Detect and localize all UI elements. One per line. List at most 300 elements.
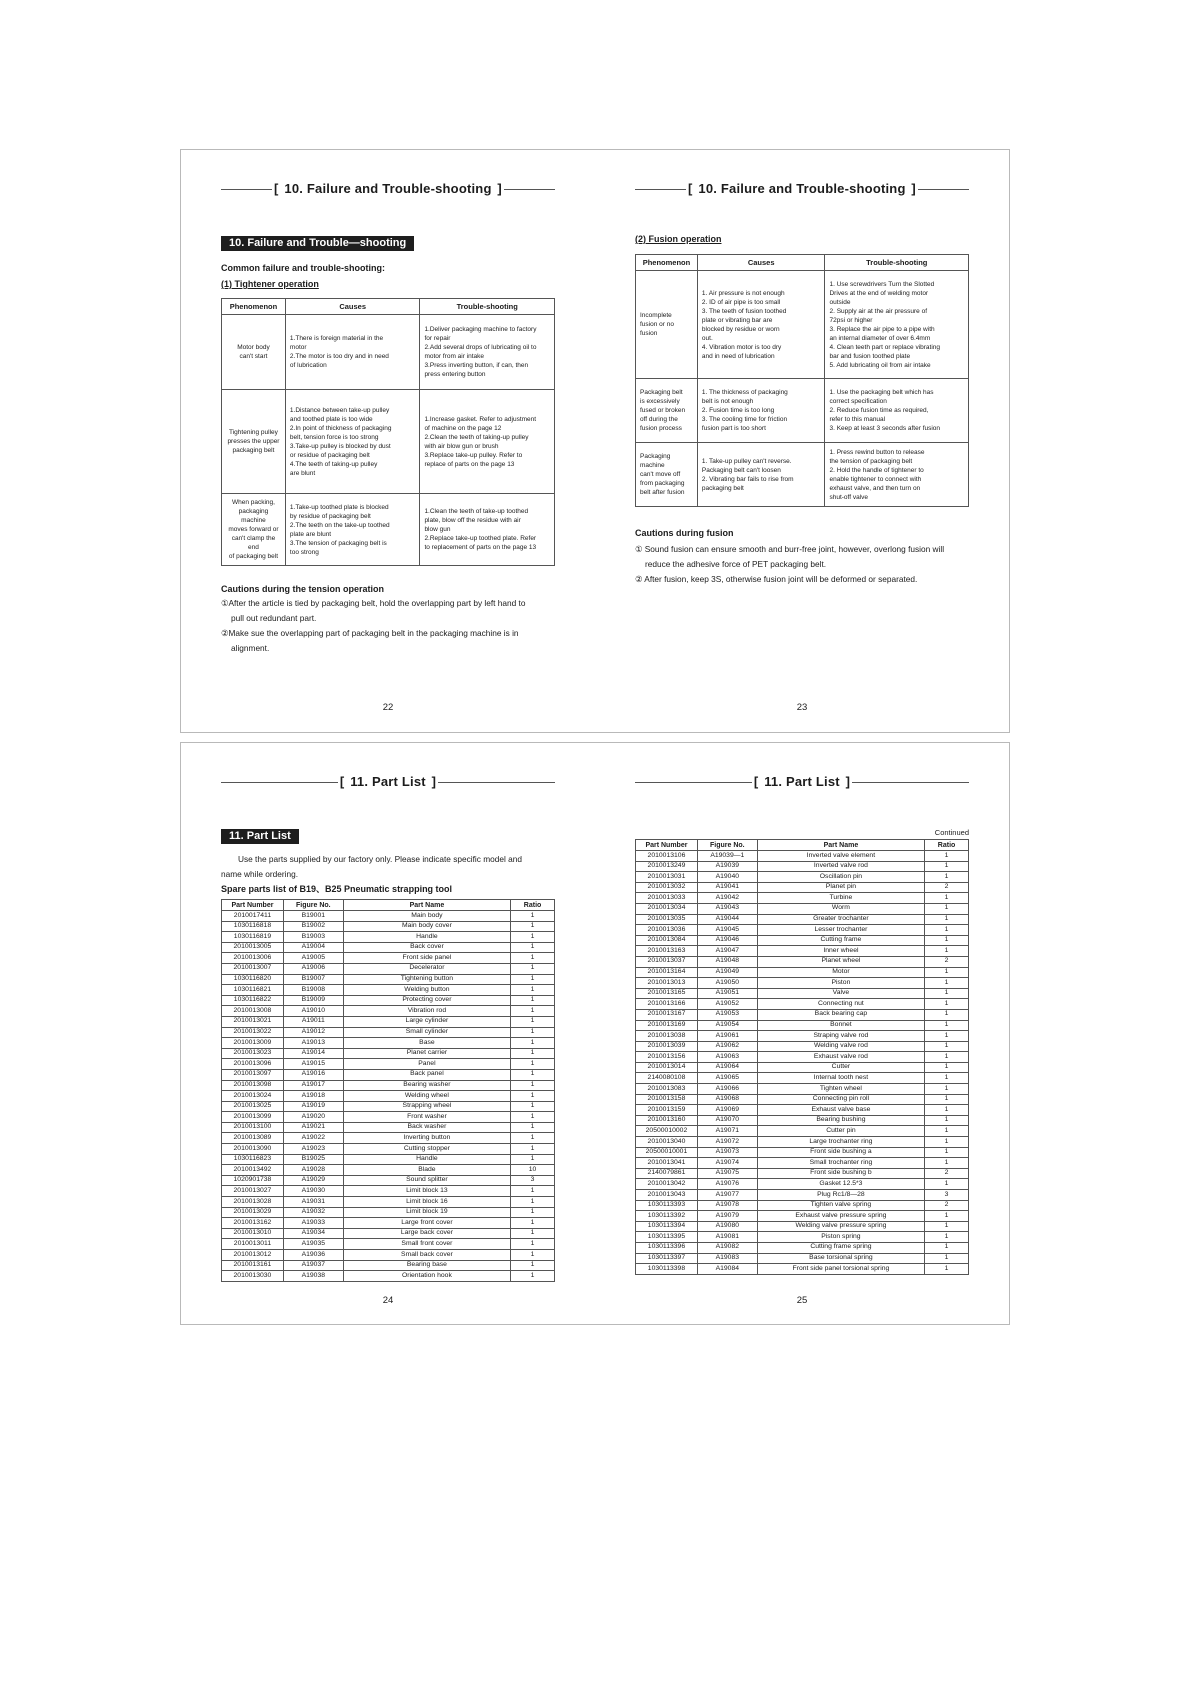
figure-number-cell: A19019 (283, 1101, 343, 1112)
causes-cell: 1.There is foreign material in the motor 2.The motor is too dry and in need of lubrication (285, 315, 420, 390)
part-number-cell: 2010013037 (636, 956, 698, 967)
ratio-cell: 1 (925, 1179, 969, 1190)
figure-number-cell: A19028 (283, 1165, 343, 1176)
part-number-cell: 2010013013 (636, 978, 698, 989)
table-row (222, 1186, 555, 1197)
figure-number-cell: A19029 (283, 1175, 343, 1186)
figure-number-cell: A19078 (697, 1200, 757, 1211)
page-number: 24 (382, 1295, 394, 1306)
part-name-cell: Internal tooth nest (757, 1073, 924, 1084)
ratio-cell: 1 (511, 1260, 555, 1271)
ratio-cell: 2 (925, 1200, 969, 1211)
part-number-cell: 2010013097 (222, 1069, 284, 1080)
part-name-cell: Limit block 16 (343, 1197, 510, 1208)
phenomenon-cell: Tightening pulley presses the upper packaging belt (222, 390, 286, 494)
ratio-cell: 1 (925, 988, 969, 999)
part-name-cell: Front side bushing b (757, 1168, 924, 1179)
part-name-cell: Oscillation pin (757, 872, 924, 883)
table-row (222, 942, 555, 953)
table-row (222, 1101, 555, 1112)
part-name-cell: Back washer (343, 1122, 510, 1133)
figure-number-cell: A19044 (697, 914, 757, 925)
table-row (636, 851, 969, 862)
manual-spread-pages-22-23 (180, 149, 1010, 733)
figure-number-cell: A19039 (697, 861, 757, 872)
part-name-cell: Planet pin (757, 882, 924, 893)
table-row (636, 925, 969, 936)
part-number-cell: 2140079861 (636, 1168, 698, 1179)
ratio-cell: 1 (511, 1144, 555, 1155)
part-name-cell: Inverting button (343, 1133, 510, 1144)
column-header: Phenomenon (636, 255, 698, 271)
part-name-cell: Cutting frame spring (757, 1242, 924, 1253)
table-row (222, 1144, 555, 1155)
part-name-cell: Back panel (343, 1069, 510, 1080)
ratio-cell: 1 (925, 1062, 969, 1073)
part-name-cell: Handle (343, 932, 510, 943)
part-number-cell: 2010013159 (636, 1105, 698, 1116)
table-row (636, 1062, 969, 1073)
part-name-cell: Back bearing cap (757, 1009, 924, 1020)
figure-number-cell: A19049 (697, 967, 757, 978)
table-row (222, 1133, 555, 1144)
figure-number-cell: A19035 (283, 1239, 343, 1250)
page-number: 22 (382, 702, 394, 713)
ratio-cell: 1 (925, 925, 969, 936)
figure-number-cell: A19004 (283, 942, 343, 953)
part-number-cell: 2010013012 (222, 1250, 284, 1261)
part-name-cell: Greater trochanter (757, 914, 924, 925)
causes-cell: 1.Take-up toothed plate is blocked by residue of packaging belt 2.The teeth on the take-up toothed plate are blunt 3.The tension of packaging belt is too strong (285, 494, 420, 566)
part-number-cell: 2010013036 (636, 925, 698, 936)
table-row (636, 935, 969, 946)
figure-number-cell: A19062 (697, 1041, 757, 1052)
ratio-cell: 1 (925, 851, 969, 862)
table-header-row (636, 840, 969, 851)
figure-number-cell: A19061 (697, 1031, 757, 1042)
figure-number-cell: A19072 (697, 1137, 757, 1148)
table-row (636, 1115, 969, 1126)
table-row (222, 1239, 555, 1250)
ratio-cell: 1 (925, 1253, 969, 1264)
ratio-cell: 1 (511, 1228, 555, 1239)
ratio-cell: 1 (925, 1232, 969, 1243)
column-header: Part Name (343, 900, 510, 911)
table-row (222, 1048, 555, 1059)
figure-number-cell: A19017 (283, 1080, 343, 1091)
part-name-cell: Cutter pin (757, 1126, 924, 1137)
part-name-cell: Plug Rc1/8—28 (757, 1190, 924, 1201)
figure-number-cell: A19076 (697, 1179, 757, 1190)
ratio-cell: 1 (511, 1239, 555, 1250)
ratio-cell: 1 (511, 1027, 555, 1038)
part-name-cell: Planet carrier (343, 1048, 510, 1059)
figure-number-cell: A19071 (697, 1126, 757, 1137)
part-number-cell: 2010013009 (222, 1038, 284, 1049)
ratio-cell: 1 (925, 1115, 969, 1126)
ratio-cell: 1 (511, 1154, 555, 1165)
part-name-cell: Tighten wheel (757, 1084, 924, 1095)
manual-spread-pages-24-25 (180, 742, 1010, 1325)
part-number-cell: 1030113396 (636, 1242, 698, 1253)
page-number: 25 (796, 1295, 808, 1306)
ratio-cell: 1 (511, 1069, 555, 1080)
column-header: Trouble-shooting (420, 299, 555, 315)
table-row (636, 903, 969, 914)
ratio-cell: 1 (925, 1105, 969, 1116)
part-number-cell: 2010013025 (222, 1101, 284, 1112)
part-name-cell: Exhaust valve pressure spring (757, 1211, 924, 1222)
ratio-cell: 2 (925, 956, 969, 967)
table-row (636, 988, 969, 999)
fix-cell: 1. Press rewind button to release the tension of packaging belt 2. Hold the handle of tightener to enable tightener to connect with exhaust valve, and then turn on shut-off valve (825, 443, 969, 507)
part-number-cell: 20500010002 (636, 1126, 698, 1137)
part-name-cell: Connecting nut (757, 999, 924, 1010)
figure-number-cell: A19063 (697, 1052, 757, 1063)
table-row (222, 932, 555, 943)
figure-number-cell: A19052 (697, 999, 757, 1010)
ratio-cell: 1 (925, 893, 969, 904)
part-name-cell: Inverted valve rod (757, 861, 924, 872)
ratio-cell: 1 (925, 1137, 969, 1148)
phenomenon-cell: Motor body can't start (222, 315, 286, 390)
part-name-cell: Large trochanter ring (757, 1137, 924, 1148)
table-row (636, 1190, 969, 1201)
part-name-cell: Panel (343, 1059, 510, 1070)
figure-number-cell: A19039—1 (697, 851, 757, 862)
figure-number-cell: B19007 (283, 974, 343, 985)
caution-item: ①After the article is tied by packaging belt, hold the overlapping part by left hand to (221, 598, 526, 608)
table-row (222, 1016, 555, 1027)
part-number-cell: 2010013040 (636, 1137, 698, 1148)
causes-cell: 1. Take-up pulley can't reverse. Packaging belt can't loosen 2. Vibrating bar fails to rise from packaging belt (697, 443, 825, 507)
part-name-cell: Welding valve pressure spring (757, 1221, 924, 1232)
part-number-cell: 20500010001 (636, 1147, 698, 1158)
cautions-heading: Cautions during the tension operation (221, 584, 384, 594)
part-name-cell: Welding valve rod (757, 1041, 924, 1052)
figure-number-cell: A19043 (697, 903, 757, 914)
figure-number-cell: A19014 (283, 1048, 343, 1059)
ratio-cell: 1 (511, 1048, 555, 1059)
section-title: 10. Failure and Trouble—shooting (221, 236, 414, 251)
header-title: 10. Failure and Trouble-shooting (698, 181, 906, 196)
part-name-cell: Connecting pin roll (757, 1094, 924, 1105)
ratio-cell: 1 (511, 1059, 555, 1070)
part-name-cell: Exhaust valve base (757, 1105, 924, 1116)
figure-number-cell: A19073 (697, 1147, 757, 1158)
ratio-cell: 1 (925, 1031, 969, 1042)
part-number-cell: 2140080108 (636, 1073, 698, 1084)
figure-number-cell: A19068 (697, 1094, 757, 1105)
part-number-cell: 2010013023 (222, 1048, 284, 1059)
table-row (636, 1009, 969, 1020)
figure-number-cell: A19010 (283, 1006, 343, 1017)
part-name-cell: Front side panel (343, 953, 510, 964)
ratio-cell: 1 (925, 1264, 969, 1275)
part-number-cell: 1030116823 (222, 1154, 284, 1165)
table-row (636, 1168, 969, 1179)
ratio-cell: 1 (925, 1052, 969, 1063)
figure-number-cell: B19009 (283, 995, 343, 1006)
column-header: Figure No. (697, 840, 757, 851)
figure-number-cell: A19069 (697, 1105, 757, 1116)
ratio-cell: 1 (511, 985, 555, 996)
table-row (222, 953, 555, 964)
part-number-cell: 2010013089 (222, 1133, 284, 1144)
table-row (222, 963, 555, 974)
ratio-cell: 1 (511, 1186, 555, 1197)
table-row (222, 1154, 555, 1165)
caution-item-continued: alignment. (231, 643, 270, 653)
part-number-cell: 2010013022 (222, 1027, 284, 1038)
figure-number-cell: A19070 (697, 1115, 757, 1126)
figure-number-cell: A19021 (283, 1122, 343, 1133)
table-row (222, 1069, 555, 1080)
part-name-cell: Gasket 12.5*3 (757, 1179, 924, 1190)
causes-cell: 1. The thickness of packaging belt is not enough 2. Fusion time is too long 3. The cooling time for friction fusion part is too short (697, 379, 825, 443)
table-row (636, 956, 969, 967)
tightener-troubleshooting-table (221, 298, 555, 566)
page-header: [ 11. Part List ] (221, 773, 555, 791)
part-name-cell: Small front cover (343, 1239, 510, 1250)
part-name-cell: Large back cover (343, 1228, 510, 1239)
part-name-cell: Bonnet (757, 1020, 924, 1031)
ratio-cell: 1 (511, 1038, 555, 1049)
table-row (636, 1105, 969, 1116)
figure-number-cell: A19022 (283, 1133, 343, 1144)
ratio-cell: 1 (511, 1133, 555, 1144)
ratio-cell: 1 (925, 903, 969, 914)
figure-number-cell: A19077 (697, 1190, 757, 1201)
table-row (636, 1020, 969, 1031)
part-number-cell: 2010013005 (222, 942, 284, 953)
ratio-cell: 1 (511, 921, 555, 932)
ratio-cell: 1 (511, 1218, 555, 1229)
part-number-cell: 2010013084 (636, 935, 698, 946)
figure-number-cell: A19013 (283, 1038, 343, 1049)
table-row (222, 911, 555, 922)
figure-number-cell: A19050 (697, 978, 757, 989)
part-number-cell: 2010013158 (636, 1094, 698, 1105)
figure-number-cell: A19040 (697, 872, 757, 883)
ratio-cell: 1 (511, 1112, 555, 1123)
ratio-cell: 1 (511, 1271, 555, 1282)
column-header: Trouble-shooting (825, 255, 969, 271)
part-name-cell: Inner wheel (757, 946, 924, 957)
figure-number-cell: A19016 (283, 1069, 343, 1080)
page-24 (221, 743, 555, 1324)
ratio-cell: 1 (511, 942, 555, 953)
ratio-cell: 1 (511, 1091, 555, 1102)
ratio-cell: 1 (511, 995, 555, 1006)
figure-number-cell: A19046 (697, 935, 757, 946)
part-number-cell: 2010013008 (222, 1006, 284, 1017)
part-name-cell: Main body (343, 911, 510, 922)
page-25 (635, 743, 969, 1324)
table-row (222, 315, 555, 390)
part-name-cell: Bearing base (343, 1260, 510, 1271)
figure-number-cell: B19025 (283, 1154, 343, 1165)
ratio-cell: 1 (925, 999, 969, 1010)
table-row (222, 1038, 555, 1049)
part-name-cell: Front side panel torsional spring (757, 1264, 924, 1275)
part-number-cell: 2010013162 (222, 1218, 284, 1229)
table-row (636, 379, 969, 443)
part-number-cell: 2010013038 (636, 1031, 698, 1042)
ratio-cell: 1 (925, 978, 969, 989)
table-row (222, 921, 555, 932)
figure-number-cell: A19041 (697, 882, 757, 893)
figure-number-cell: A19083 (697, 1253, 757, 1264)
part-name-cell: Small back cover (343, 1250, 510, 1261)
part-number-cell: 2010013033 (636, 893, 698, 904)
part-name-cell: Front side bushing a (757, 1147, 924, 1158)
ratio-cell: 1 (511, 1122, 555, 1133)
table-row (636, 872, 969, 883)
ratio-cell: 1 (511, 974, 555, 985)
ratio-cell: 1 (511, 1250, 555, 1261)
table-row (222, 1260, 555, 1271)
caution-item: ②Make sue the overlapping part of packaging belt in the packaging machine is in (221, 628, 519, 638)
part-name-cell: Main body cover (343, 921, 510, 932)
part-name-cell: Piston spring (757, 1232, 924, 1243)
part-number-cell: 1030116822 (222, 995, 284, 1006)
table-row (636, 1179, 969, 1190)
table-row (636, 271, 969, 379)
table-row (636, 946, 969, 957)
table-row (636, 1041, 969, 1052)
part-name-cell: Cutting frame (757, 935, 924, 946)
cautions-heading: Cautions during fusion (635, 528, 734, 538)
causes-cell: 1. Air pressure is not enough 2. ID of air pipe is too small 3. The teeth of fusion toothed plate or vibrating bar are blocked by residue or worn out. 4. Vibration motor is too dry and in need of lubrication (697, 271, 825, 379)
table-row (636, 1232, 969, 1243)
table-row (636, 1158, 969, 1169)
table-row (636, 1031, 969, 1042)
table-row (222, 1165, 555, 1176)
intro-line: Use the parts supplied by our factory only. Please indicate specific model and (238, 854, 522, 864)
part-name-cell: Limit block 19 (343, 1207, 510, 1218)
fix-cell: 1. Use the packaging belt which has correct specification 2. Reduce fusion time as required, refer to this manual 3. Keep at least 3 seconds after fusion (825, 379, 969, 443)
part-name-cell: Front washer (343, 1112, 510, 1123)
part-name-cell: Orientation hook (343, 1271, 510, 1282)
caution-item-continued: reduce the adhesive force of PET packaging belt. (645, 559, 827, 569)
ratio-cell: 1 (925, 1221, 969, 1232)
table-row (222, 995, 555, 1006)
part-number-cell: 2010013027 (222, 1186, 284, 1197)
figure-number-cell: A19081 (697, 1232, 757, 1243)
ratio-cell: 10 (511, 1165, 555, 1176)
part-name-cell: Tightening button (343, 974, 510, 985)
part-number-cell: 2010013032 (636, 882, 698, 893)
part-number-cell: 2010013249 (636, 861, 698, 872)
ratio-cell: 1 (925, 946, 969, 957)
part-number-cell: 1030113397 (636, 1253, 698, 1264)
intro-line-continued: name while ordering. (221, 869, 299, 879)
figure-number-cell: A19074 (697, 1158, 757, 1169)
part-number-cell: 2010013007 (222, 963, 284, 974)
ratio-cell: 3 (925, 1190, 969, 1201)
ratio-cell: 1 (511, 1207, 555, 1218)
parts-rows (636, 851, 969, 1275)
part-number-cell: 2010013163 (636, 946, 698, 957)
figure-number-cell: A19037 (283, 1260, 343, 1271)
ratio-cell: 1 (925, 1009, 969, 1020)
part-name-cell: Cutter (757, 1062, 924, 1073)
table-row (222, 1112, 555, 1123)
table-row (636, 978, 969, 989)
ratio-cell: 1 (511, 1197, 555, 1208)
part-number-cell: 2010013106 (636, 851, 698, 862)
table-row (222, 1207, 555, 1218)
part-number-cell: 2010013098 (222, 1080, 284, 1091)
part-name-cell: Blade (343, 1165, 510, 1176)
part-number-cell: 1030113393 (636, 1200, 698, 1211)
part-number-cell: 1030116820 (222, 974, 284, 985)
table-row (636, 1126, 969, 1137)
part-number-cell: 1030116819 (222, 932, 284, 943)
column-header: Ratio (511, 900, 555, 911)
header-title: 10. Failure and Trouble-shooting (284, 181, 492, 196)
part-name-cell: Straping valve rod (757, 1031, 924, 1042)
part-number-cell: 2010013096 (222, 1059, 284, 1070)
caution-item: ② After fusion, keep 3S, otherwise fusion joint will be deformed or separated. (635, 574, 918, 584)
table-row (222, 494, 555, 566)
figure-number-cell: A19023 (283, 1144, 343, 1155)
part-number-cell: 2010013006 (222, 953, 284, 964)
header-title: 11. Part List (350, 774, 426, 789)
ratio-cell: 1 (511, 953, 555, 964)
table-header-row (222, 299, 555, 315)
table-row (222, 1027, 555, 1038)
table-row (636, 914, 969, 925)
ratio-cell: 1 (925, 1041, 969, 1052)
part-name-cell: Small trochanter ring (757, 1158, 924, 1169)
intro-heading: Common failure and trouble-shooting: (221, 263, 385, 273)
ratio-cell: 1 (925, 872, 969, 883)
part-name-cell: Valve (757, 988, 924, 999)
table-row (222, 1080, 555, 1091)
figure-number-cell: A19084 (697, 1264, 757, 1275)
table-row (222, 1122, 555, 1133)
figure-number-cell: B19002 (283, 921, 343, 932)
part-name-cell: Planet wheel (757, 956, 924, 967)
figure-number-cell: A19051 (697, 988, 757, 999)
part-number-cell: 2010013029 (222, 1207, 284, 1218)
part-name-cell: Bearing bushing (757, 1115, 924, 1126)
table-row (636, 443, 969, 507)
part-number-cell: 2010013024 (222, 1091, 284, 1102)
part-number-cell: 2010013083 (636, 1084, 698, 1095)
part-number-cell: 2010013492 (222, 1165, 284, 1176)
part-name-cell: Tighten valve spring (757, 1200, 924, 1211)
part-number-cell: 2010013165 (636, 988, 698, 999)
part-name-cell: Decelerator (343, 963, 510, 974)
fix-cell: 1.Deliver packaging machine to factory for repair 2.Add several drops of lubricating oil to motor from air intake 3.Press inverting button, if can, then press entering button (420, 315, 555, 390)
phenomenon-cell: When packing, packaging machine moves forward or can't clamp the end of packaging belt (222, 494, 286, 566)
ratio-cell: 1 (511, 1101, 555, 1112)
part-name-cell: Small cylinder (343, 1027, 510, 1038)
figure-number-cell: A19030 (283, 1186, 343, 1197)
page-header: [ 10. Failure and Trouble-shooting ] (635, 180, 969, 198)
table-row (222, 1271, 555, 1282)
table-row (222, 1197, 555, 1208)
part-number-cell: 1030116818 (222, 921, 284, 932)
part-number-cell: 1030113395 (636, 1232, 698, 1243)
spare-parts-table (221, 899, 555, 1282)
ratio-cell: 1 (925, 967, 969, 978)
figure-number-cell: A19018 (283, 1091, 343, 1102)
figure-number-cell: A19032 (283, 1207, 343, 1218)
